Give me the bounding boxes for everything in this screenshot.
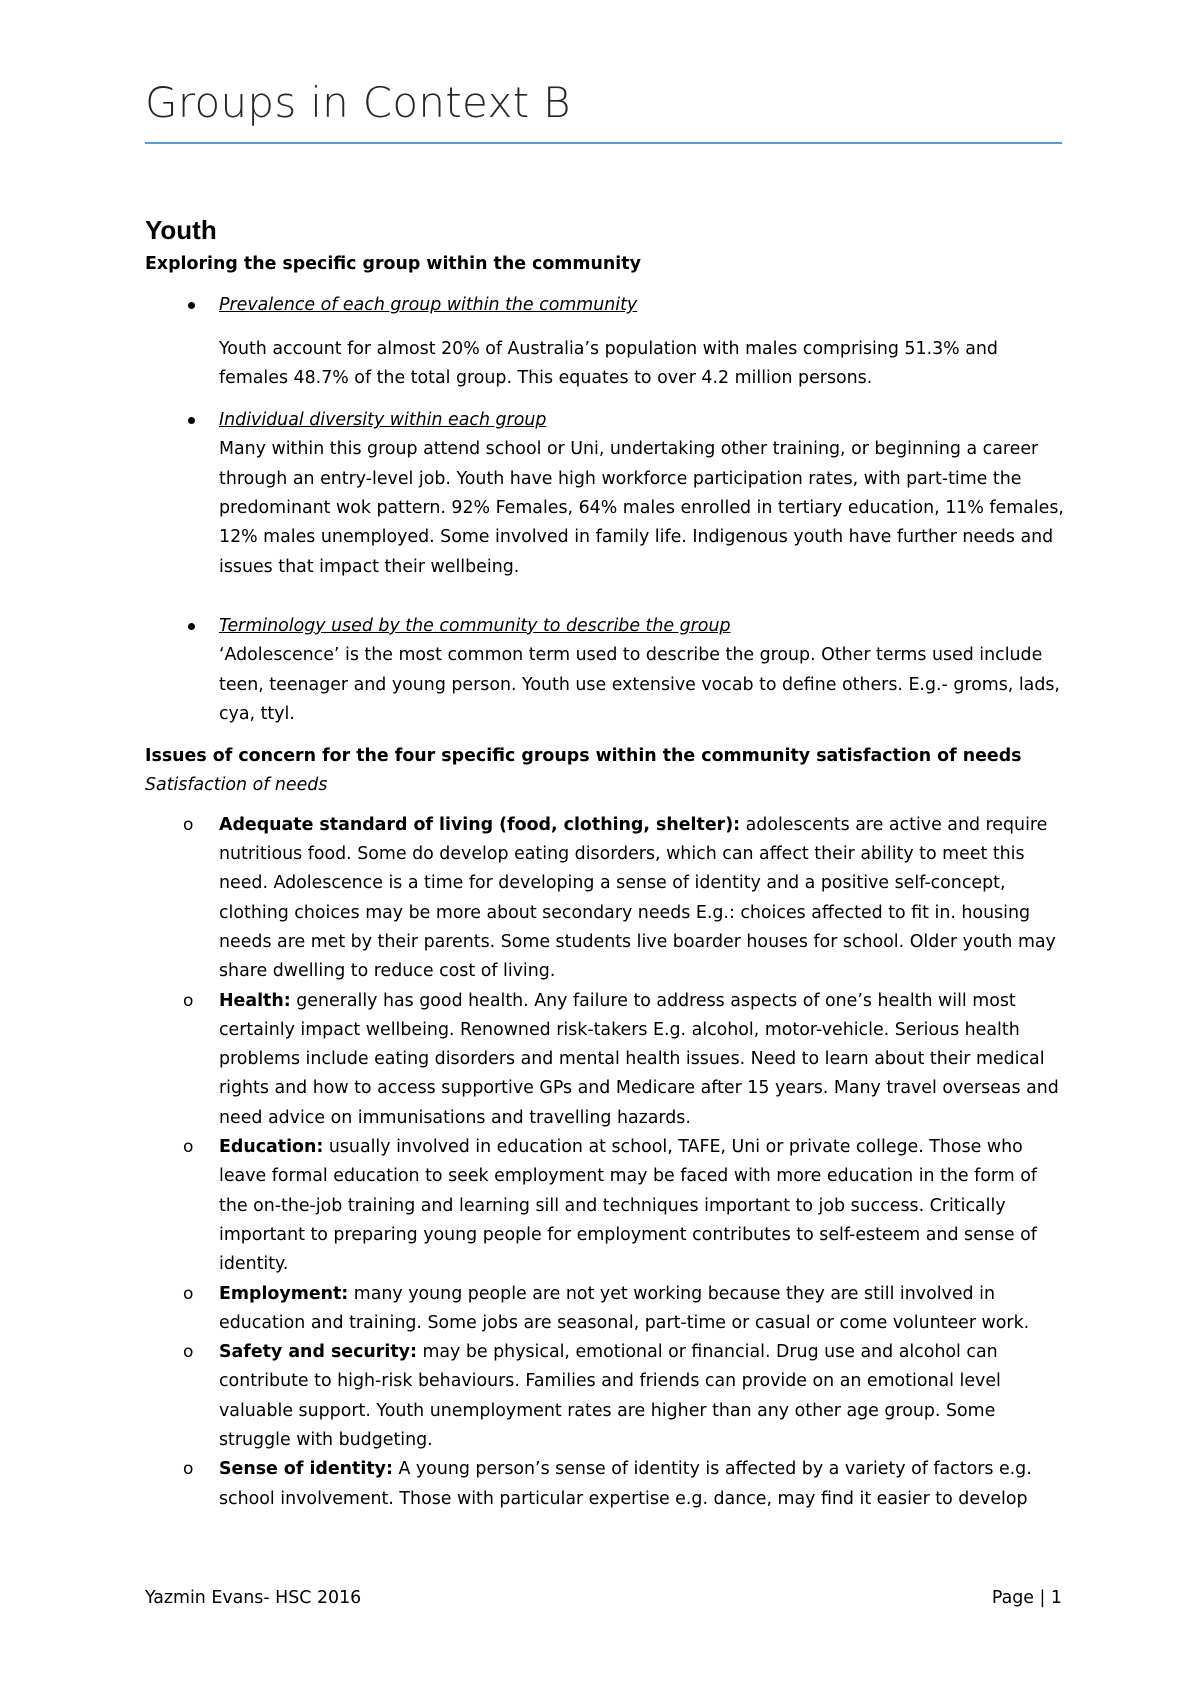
exploring-list	[145, 291, 1070, 729]
bullet-icon	[188, 623, 195, 630]
list-item	[145, 612, 1070, 729]
need-text: many young people are not yet working because they are still involved in education and training. Some jobs are seasonal, part-time or casual or come volunteer work.	[219, 1283, 1030, 1333]
list-item	[145, 1338, 1070, 1455]
circle-bullet-icon: o	[183, 1342, 194, 1363]
section-heading: Youth	[145, 215, 217, 245]
need-term: Safety and security:	[219, 1342, 417, 1363]
bullet-icon	[188, 417, 195, 424]
circle-bullet-icon: o	[183, 1459, 194, 1480]
need-text: may be physical, emotional or financial. Drug use and alcohol can contribute to high-risk behaviours. Families and friends can provide on an emotional level valuable support. Youth unemployment rates are higher than any other age group. Some struggle with budgeting.	[219, 1342, 1001, 1450]
need-text: adolescents are active and require nutritious food. Some do develop eating disorders, which can affect their ability to meet this need. Adolescence is a time for developing a sense of identity and a positive self-concept, clothing choices may be more about secondary needs E.g.: choices affected to fit in. housing needs are met by their parents. Some students live boarder houses for school. Older youth may share dwelling to reduce cost of living.	[219, 814, 1056, 982]
list-item	[145, 291, 1070, 393]
circle-bullet-icon: o	[183, 1283, 194, 1304]
bullet-heading: Prevalence of each group within the community	[219, 295, 638, 316]
list-item	[145, 1455, 1070, 1514]
need-text: usually involved in education at school, TAFE, Uni or private college. Those who leave formal education to seek employment may be faced with more education in the form of the on-the-job training and learning sill and techniques important to job success. Critically important to preparing young people for employment contributes to self-esteem and sense of identity.	[219, 1137, 1037, 1275]
circle-bullet-icon: o	[183, 814, 194, 835]
bullet-heading: Terminology used by the community to describe the group	[219, 615, 731, 636]
need-term: Adequate standard of living (food, clothing, shelter):	[219, 814, 741, 835]
bullet-text: Youth account for almost 20% of Australia’s population with males comprising 51.3% and females 48.7% of the total group. This equates to over 4.2 million persons.	[219, 338, 998, 388]
footer-author: Yazmin Evans- HSC 2016	[145, 1588, 362, 1608]
needs-list	[145, 811, 1070, 1514]
bullet-icon	[188, 302, 195, 309]
list-item	[145, 406, 1070, 582]
issues-heading: Issues of concern for the four specific groups within the community satisfaction of needs	[145, 746, 1022, 767]
bullet-heading: Individual diversity within each group	[219, 410, 547, 431]
issues-block	[145, 742, 1070, 801]
need-term: Education:	[219, 1137, 324, 1158]
section-subheading: Exploring the specific group within the community	[145, 254, 641, 274]
list-item	[145, 811, 1070, 987]
list-item	[145, 987, 1070, 1133]
list-item	[145, 1280, 1070, 1339]
need-text: generally has good health. Any failure to address aspects of one’s health will most certainly impact wellbeing. Renowned risk-takers E.g. alcohol, motor-vehicle. Serious health problems include eating disorders and mental health issues. Need to learn about their medical rights and how to access supportive GPs and Medicare after 15 years. Many travel overseas and need advice on immunisations and travelling hazards.	[219, 990, 1059, 1128]
bullet-text: ‘Adolescence’ is the most common term used to describe the group. Other terms used include teen, teenager and young person. Youth use extensive vocab to define others. E.g.- groms, lads, cya, ttyl.	[219, 645, 1060, 724]
need-term: Health:	[219, 990, 291, 1011]
bullet-text: Many within this group attend school or Uni, undertaking other training, or beginning a career through an entry-level job. Youth have high workforce participation rates, with part-time the predominant wok pattern. 92% Females, 64% males enrolled in tertiary education, 11% females, 12% males unemployed. Some involved in family life. Indigenous youth have further needs and issues that impact their wellbeing.	[219, 439, 1064, 577]
issues-subheading: Satisfaction of needs	[145, 775, 328, 796]
footer-page-number: Page | 1	[991, 1588, 1062, 1608]
circle-bullet-icon: o	[183, 990, 194, 1011]
title-underline	[145, 142, 1062, 144]
need-term: Sense of identity:	[219, 1459, 393, 1480]
need-term: Employment:	[219, 1283, 349, 1304]
need-text: A young person’s sense of identity is affected by a variety of factors e.g. school involvement. Those with particular expertise e.g. dance, may find it easier to develop	[219, 1459, 1032, 1509]
circle-bullet-icon: o	[183, 1137, 194, 1158]
list-item	[145, 1133, 1070, 1279]
document-body	[145, 214, 1070, 1514]
page-title: Groups in Context B	[145, 78, 571, 127]
